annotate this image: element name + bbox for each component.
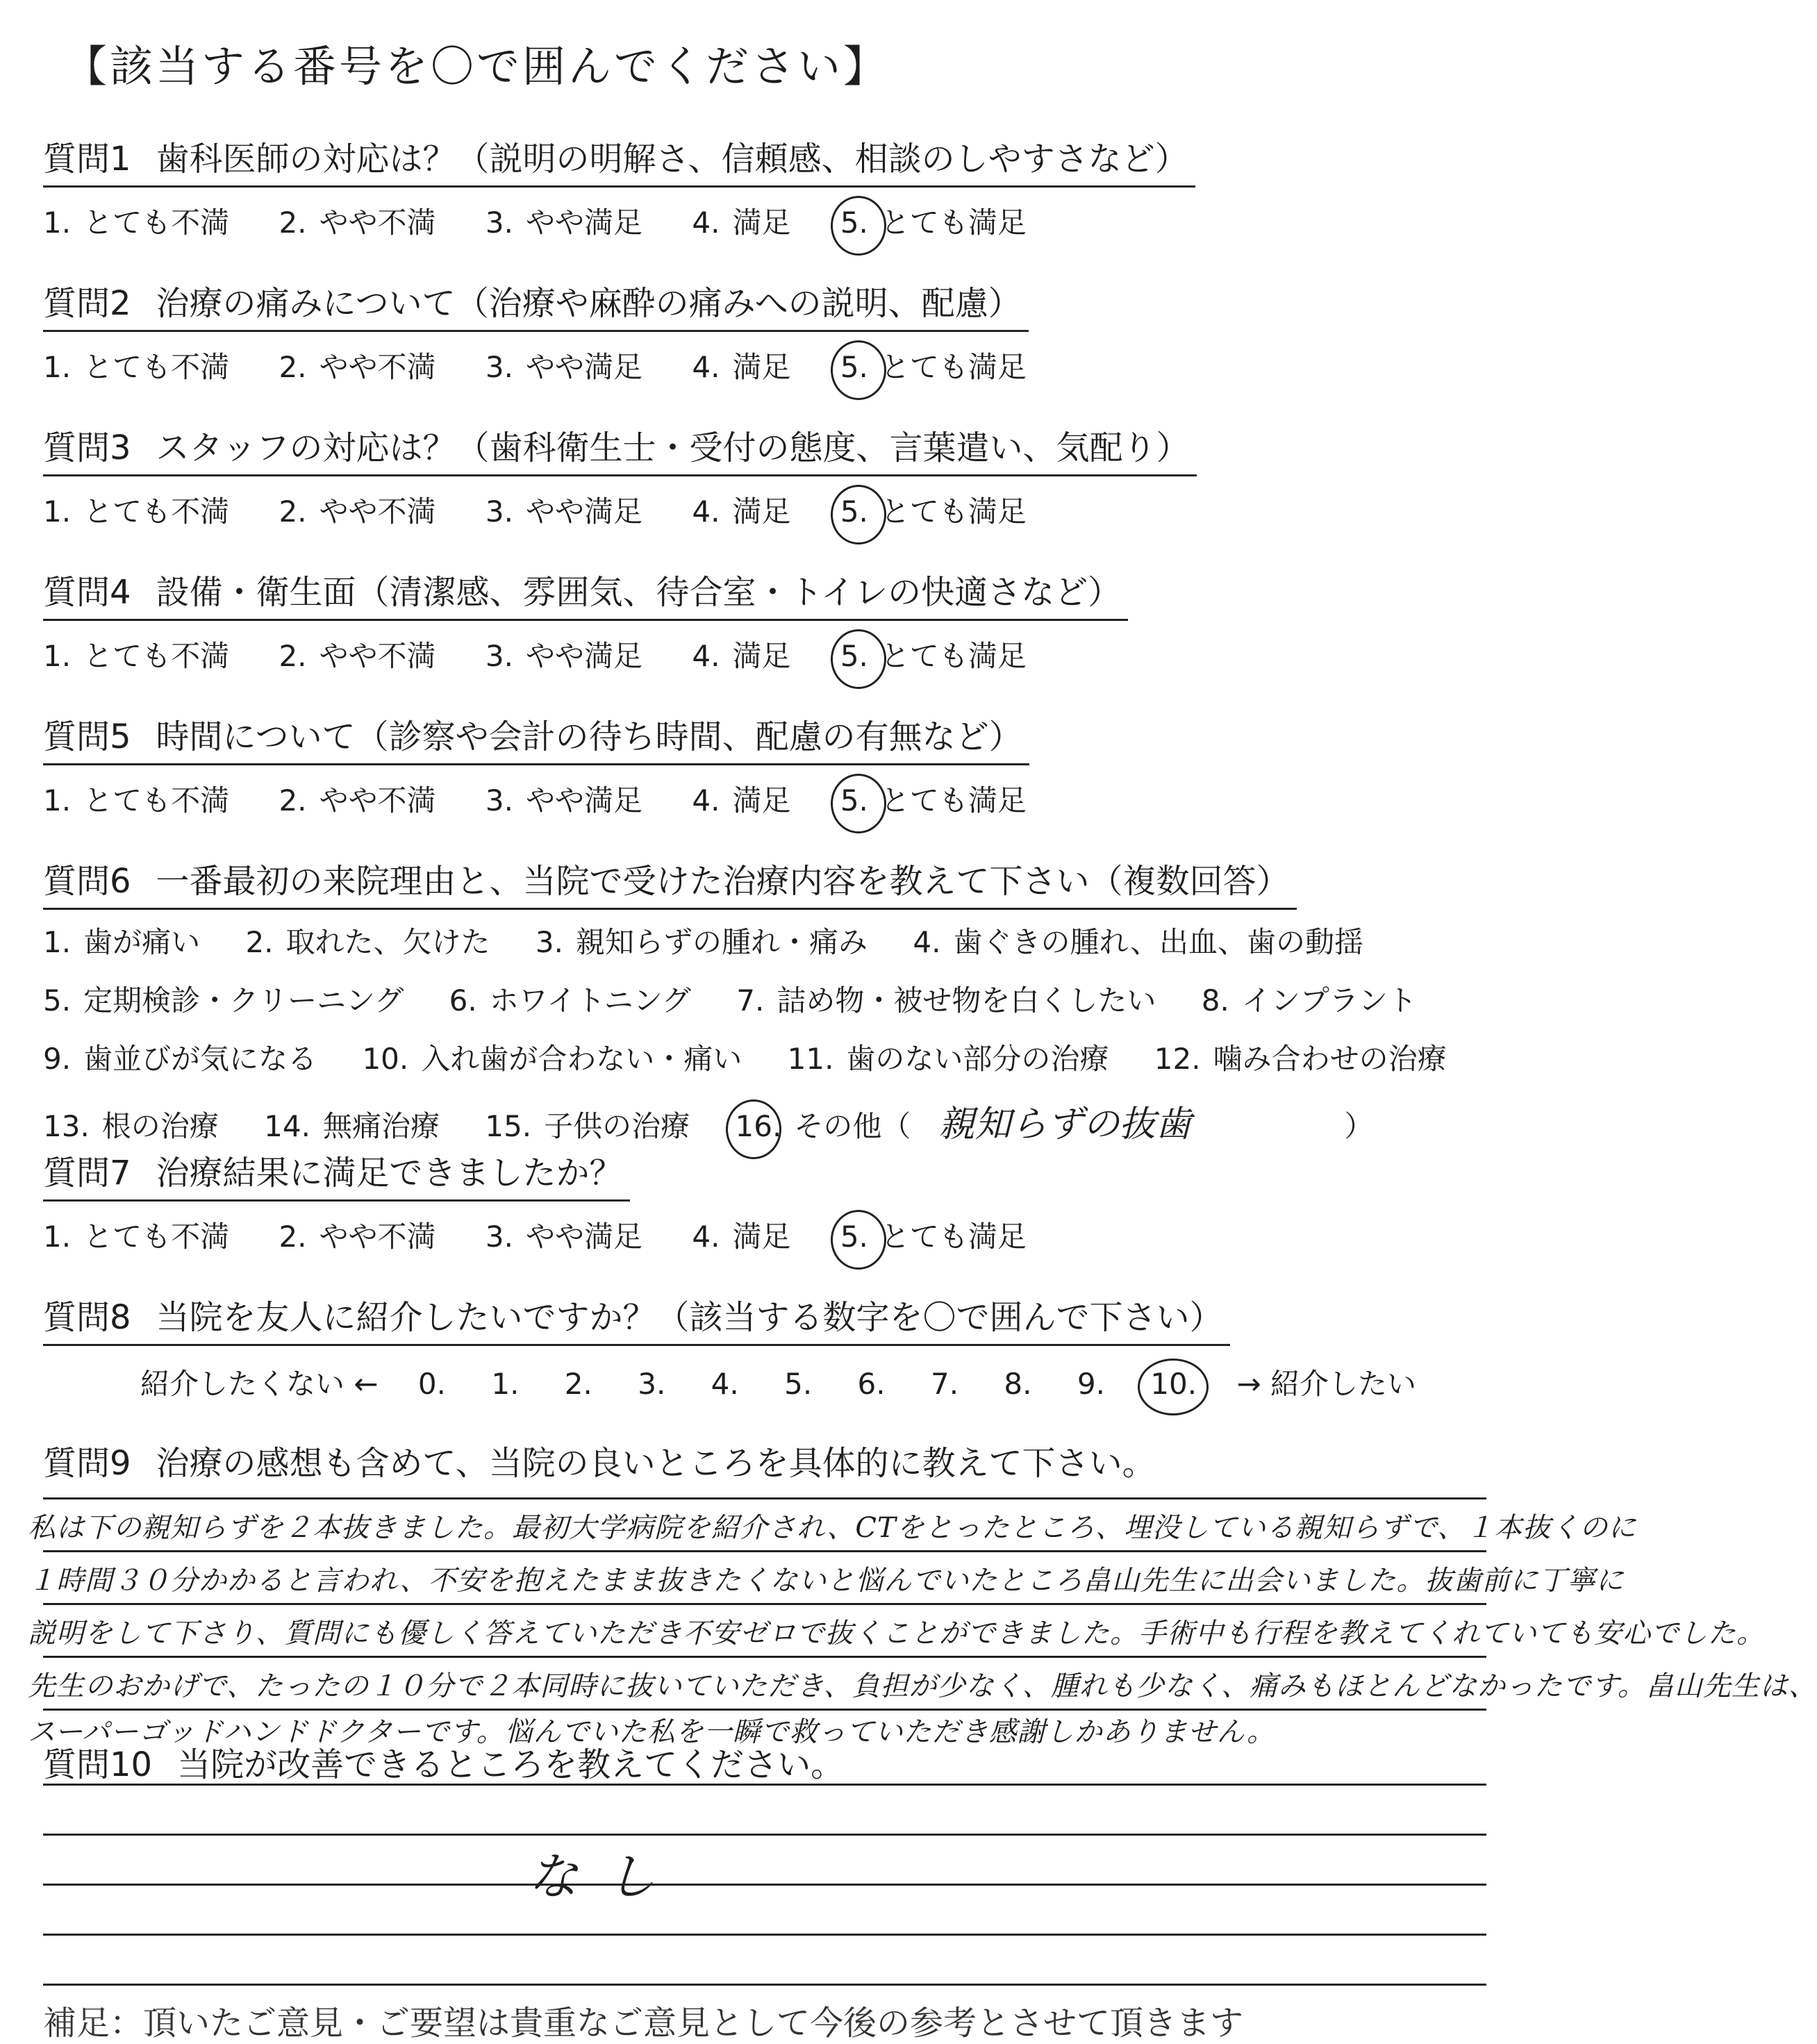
scale-option[interactable]: 0. [417, 1367, 446, 1401]
treatment-option[interactable]: 2. 取れた、欠けた [245, 925, 490, 959]
rating-option[interactable]: 4. 満足 [692, 783, 791, 817]
scale-option[interactable]: 8. [1004, 1367, 1032, 1401]
question-3 [43, 421, 1536, 531]
question-title: 質問4 設備・衛生面（清潔感、雰囲気、待合室・トイレの快適さなど） [43, 565, 1128, 621]
rating-option[interactable]: 1. とても不満 [43, 783, 230, 817]
footer-note: 補足：頂いたご意見・ご要望は貴重なご意見として今後の参考とさせて頂きます [43, 2004, 1244, 2043]
rating-option[interactable]: 4. 満足 [692, 639, 791, 673]
question-7 [43, 1146, 1536, 1256]
rating-option[interactable]: 3. やや満足 [485, 350, 642, 384]
rating-option-selected[interactable]: 5. とても満足 [840, 206, 1027, 240]
treatment-options [43, 920, 1536, 1147]
handwritten-answer-line: 説明をして下さり、質問にも優しく答えていただき不安ゼロで抜くことができました。手術中も行程を教えてくれていても安心でした。 [28, 1618, 1765, 1650]
rating-option-selected[interactable]: 5. とても満足 [840, 783, 1027, 817]
rating-option[interactable]: 2. やや不満 [279, 495, 436, 529]
treatment-option[interactable]: 15. 子供の治療 [485, 1109, 690, 1143]
scale-option-selected[interactable]: 10. [1150, 1367, 1197, 1401]
answer-line [43, 1603, 1486, 1605]
options-row [43, 978, 1536, 1020]
treatment-option-other-selected[interactable]: 16. その他（ 親知らずの抜歯 ） [735, 1104, 1374, 1145]
rating-option[interactable]: 4. 満足 [692, 350, 791, 384]
rating-option[interactable]: 1. とても不満 [43, 350, 230, 384]
rating-option[interactable]: 1. とても不満 [43, 1220, 230, 1254]
treatment-option[interactable]: 1. 歯が痛い [43, 925, 201, 959]
answer-line [43, 1934, 1486, 1936]
answer-line [43, 1550, 1486, 1552]
answer-line [43, 1834, 1486, 1836]
treatment-option[interactable]: 7. 詰め物・被せ物を白くしたい [736, 983, 1156, 1017]
answer-line [43, 1984, 1486, 1986]
handwritten-improvement-answer: なし [528, 1847, 684, 1906]
question-2 [43, 276, 1536, 386]
scale-right-label: → 紹介したい [1236, 1367, 1416, 1401]
handwritten-answer-line: スーパーゴッドハンドドクターです。悩んでいた私を一瞬で救っていただき感謝しかありません。 [28, 1716, 1275, 1748]
treatment-option[interactable]: 10. 入れ歯が合わない・痛い [362, 1042, 742, 1076]
scale-option[interactable]: 3. [638, 1367, 666, 1401]
scale-option[interactable]: 6. [857, 1367, 886, 1401]
scale-option[interactable]: 2. [564, 1367, 592, 1401]
question-8 [43, 1290, 1536, 1403]
treatment-option[interactable]: 13. 根の治療 [43, 1109, 219, 1143]
scale-option[interactable]: 9. [1077, 1367, 1105, 1401]
rating-option-selected[interactable]: 5. とても満足 [840, 1220, 1027, 1254]
scale-option[interactable]: 1. [491, 1367, 520, 1401]
question-1 [43, 132, 1536, 242]
rating-option[interactable]: 3. やや満足 [485, 639, 642, 673]
rating-option[interactable]: 3. やや満足 [485, 783, 642, 817]
scale-option[interactable]: 4. [711, 1367, 739, 1401]
treatment-option[interactable]: 14. 無痛治療 [264, 1109, 440, 1143]
treatment-option[interactable]: 5. 定期検診・クリーニング [43, 983, 404, 1017]
answer-line [43, 1784, 1486, 1786]
treatment-option[interactable]: 11. 歯のない部分の治療 [787, 1042, 1109, 1076]
treatment-option[interactable]: 8. インプラント [1201, 983, 1417, 1017]
treatment-option[interactable]: 3. 親知らずの腫れ・痛み [535, 925, 868, 959]
rating-option[interactable]: 3. やや満足 [485, 495, 642, 529]
rating-options [43, 633, 1536, 675]
rating-option[interactable]: 4. 満足 [692, 1220, 791, 1254]
treatment-option[interactable]: 6. ホワイトニング [449, 983, 691, 1017]
question-5 [43, 710, 1536, 820]
handwritten-answer-line: １時間３０分かかると言われ、不安を抱えたまま抜きたくないと悩んでいたところ畠山先生に出会いました。抜歯前に丁寧に [28, 1565, 1625, 1597]
rating-option[interactable]: 3. やや満足 [485, 206, 642, 240]
options-row [43, 920, 1536, 961]
answer-line [43, 1497, 1486, 1499]
question-title: 質問1 歯科医師の対応は？（説明の明解さ、信頼感、相談のしやすさなど） [43, 132, 1195, 188]
question-title: 質問8 当院を友人に紹介したいですか？（該当する数字を〇で囲んで下さい） [43, 1290, 1230, 1346]
scale-option[interactable]: 7. [930, 1367, 959, 1401]
rating-option[interactable]: 4. 満足 [692, 206, 791, 240]
rating-option[interactable]: 4. 満足 [692, 495, 791, 529]
rating-option-selected[interactable]: 5. とても満足 [840, 350, 1027, 384]
question-title: 質問3 スタッフの対応は？（歯科衛生士・受付の態度、言葉遣い、気配り） [43, 421, 1197, 476]
recommend-scale [43, 1361, 1536, 1403]
treatment-option[interactable]: 12. 噛み合わせの治療 [1154, 1042, 1447, 1076]
scale-left-label: 紹介したくない ← [140, 1367, 379, 1401]
rating-option[interactable]: 2. やや不満 [279, 639, 436, 673]
question-6 [43, 854, 1536, 1163]
question-title: 質問10 当院が改善できるところを教えてください。 [43, 1745, 845, 1784]
rating-options [43, 344, 1536, 386]
options-row [43, 1095, 1536, 1147]
page-header: 【該当する番号を〇で囲んでください】 [64, 41, 890, 92]
question-9 [43, 1436, 1536, 1490]
question-title: 質問5 時間について（診察や会計の待ち時間、配慮の有無など） [43, 710, 1029, 765]
handwritten-other-answer: 親知らずの抜歯 [938, 1104, 1192, 1145]
options-row [43, 1036, 1536, 1078]
rating-option[interactable]: 2. やや不満 [279, 206, 436, 240]
question-title: 質問2 治療の痛みについて（治療や麻酔の痛みへの説明、配慮） [43, 276, 1029, 332]
answer-line [43, 1884, 1486, 1886]
rating-option[interactable]: 3. やや満足 [485, 1220, 642, 1254]
rating-options [43, 200, 1536, 242]
rating-options [43, 489, 1536, 531]
rating-option[interactable]: 2. やや不満 [279, 350, 436, 384]
rating-option[interactable]: 2. やや不満 [279, 783, 436, 817]
question-4 [43, 565, 1536, 675]
rating-options [43, 778, 1536, 820]
rating-option[interactable]: 2. やや不満 [279, 1220, 436, 1254]
rating-option-selected[interactable]: 5. とても満足 [840, 495, 1027, 529]
rating-option[interactable]: 1. とても不満 [43, 639, 230, 673]
rating-option-selected[interactable]: 5. とても満足 [840, 639, 1027, 673]
rating-option[interactable]: 1. とても不満 [43, 495, 230, 529]
handwritten-answer-line: 私は下の親知らずを２本抜きました。最初大学病院を紹介され、CTをとったところ、埋没している親知らずで、１本抜くのに [28, 1512, 1637, 1544]
treatment-option[interactable]: 4. 歯ぐきの腫れ、出血、歯の動揺 [913, 925, 1363, 959]
treatment-option[interactable]: 9. 歯並びが気になる [43, 1042, 317, 1076]
scale-option[interactable]: 5. [784, 1367, 813, 1401]
rating-option[interactable]: 1. とても不満 [43, 206, 230, 240]
handwritten-answer-line: 先生のおかげで、たったの１０分で２本同時に抜いていただき、負担が少なく、腫れも少なく、痛みもほとんどなかったです。畠山先生は、 [28, 1670, 1817, 1702]
rating-options [43, 1214, 1536, 1256]
answer-line [43, 1656, 1486, 1658]
question-title: 質問6 一番最初の来院理由と、当院で受けた治療内容を教えて下さい（複数回答） [43, 854, 1297, 910]
question-title: 質問7 治療結果に満足できましたか？ [43, 1146, 630, 1202]
question-title: 質問9 治療の感想も含めて、当院の良いところを具体的に教えて下さい。 [43, 1444, 1156, 1483]
